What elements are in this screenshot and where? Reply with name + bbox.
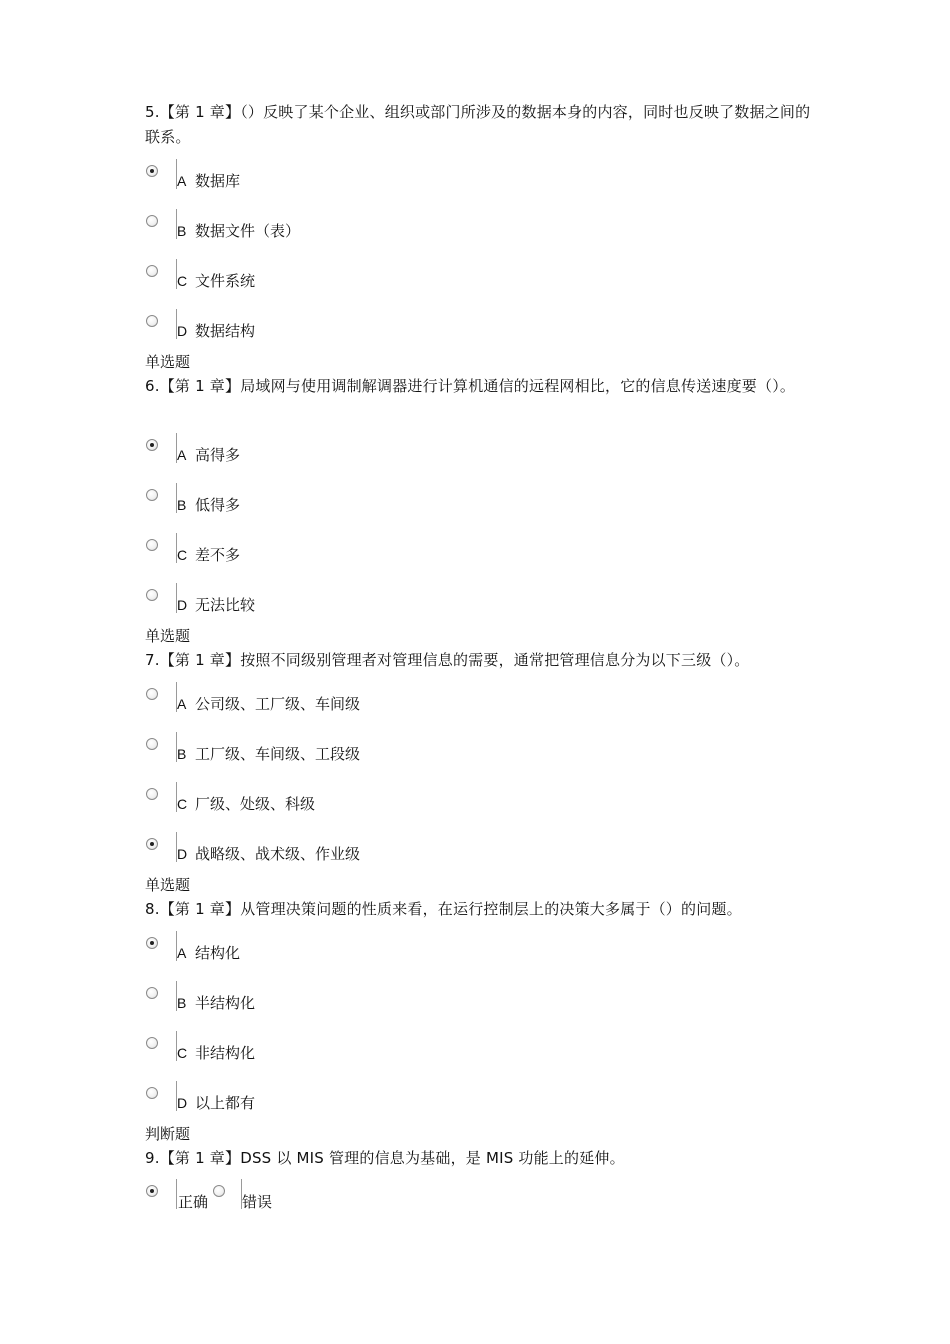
- radio-unselected-icon[interactable]: [146, 987, 158, 999]
- option-text: 战略级、战术级、作业级: [195, 845, 361, 863]
- option-true-text[interactable]: 正确: [178, 1193, 209, 1211]
- question-6-option-b[interactable]: [145, 489, 545, 529]
- question-5-option-c[interactable]: [145, 265, 545, 305]
- option-letter: A: [177, 696, 187, 712]
- radio-unselected-icon[interactable]: [146, 265, 158, 277]
- option-text: 差不多: [195, 546, 241, 564]
- radio-selected-icon[interactable]: [146, 937, 158, 949]
- option-letter: D: [177, 597, 188, 613]
- option-text: 数据文件（表）: [195, 222, 301, 240]
- option-text: 数据库: [195, 172, 241, 190]
- radio-unselected-icon[interactable]: [146, 788, 158, 800]
- option-letter: D: [177, 1095, 188, 1111]
- option-text: 数据结构: [195, 322, 256, 340]
- radio-selected-icon[interactable]: [146, 838, 158, 850]
- question-9-options: [145, 1185, 445, 1225]
- question-7-text: 7.【第 1 章】按照不同级别管理者对管理信息的需要，通常把管理信息分为以下三级（）。: [145, 651, 750, 669]
- option-text: 低得多: [195, 496, 241, 514]
- separator-line: [176, 1179, 177, 1209]
- radio-selected-icon[interactable]: [146, 439, 158, 451]
- question-7-type: 单选题: [145, 627, 191, 645]
- option-letter: B: [177, 497, 187, 513]
- radio-unselected-icon[interactable]: [146, 738, 158, 750]
- option-false-text[interactable]: 错误: [242, 1193, 273, 1211]
- question-6-type: 单选题: [145, 353, 191, 371]
- radio-unselected-icon[interactable]: [146, 315, 158, 327]
- option-text: 公司级、工厂级、车间级: [195, 695, 361, 713]
- option-text: 无法比较: [195, 596, 256, 614]
- option-letter: A: [177, 447, 187, 463]
- option-text: 非结构化: [195, 1044, 256, 1062]
- question-8-text: 8.【第 1 章】从管理决策问题的性质来看，在运行控制层上的决策大多属于（）的问题。: [145, 900, 742, 918]
- question-8-option-c[interactable]: [145, 1037, 545, 1077]
- question-5-option-a[interactable]: [145, 165, 545, 205]
- option-letter: B: [177, 995, 187, 1011]
- option-text: 厂级、处级、科级: [195, 795, 316, 813]
- question-8-option-b[interactable]: [145, 987, 545, 1027]
- option-letter: A: [177, 173, 187, 189]
- radio-unselected-icon[interactable]: [146, 589, 158, 601]
- question-8-option-d[interactable]: [145, 1087, 545, 1127]
- option-text: 工厂级、车间级、工段级: [195, 745, 361, 763]
- radio-selected-icon[interactable]: [146, 165, 158, 177]
- radio-unselected-icon[interactable]: [146, 1037, 158, 1049]
- option-text: 文件系统: [195, 272, 256, 290]
- question-6-option-a[interactable]: [145, 439, 545, 479]
- option-letter: C: [177, 273, 188, 289]
- option-text: 结构化: [195, 944, 241, 962]
- radio-selected-icon[interactable]: [146, 1185, 158, 1197]
- option-letter: C: [177, 1045, 188, 1061]
- question-6-option-d[interactable]: [145, 589, 545, 629]
- question-6-text: 6.【第 1 章】局域网与使用调制解调器进行计算机通信的远程网相比，它的信息传送速度要（）。: [145, 377, 796, 395]
- question-8-type: 单选题: [145, 876, 191, 894]
- radio-unselected-icon[interactable]: [146, 688, 158, 700]
- radio-unselected-icon[interactable]: [146, 1087, 158, 1099]
- option-letter: C: [177, 796, 188, 812]
- question-8-option-a[interactable]: [145, 937, 545, 977]
- option-text: 半结构化: [195, 994, 256, 1012]
- question-9-text: 9.【第 1 章】DSS 以 MIS 管理的信息为基础，是 MIS 功能上的延伸。: [145, 1149, 625, 1167]
- question-9-type: 判断题: [145, 1125, 191, 1143]
- radio-unselected-icon[interactable]: [213, 1185, 225, 1197]
- radio-unselected-icon[interactable]: [146, 539, 158, 551]
- option-letter: B: [177, 746, 187, 762]
- question-5-text: 5.【第 1 章】（）反映了某个企业、组织或部门所涉及的数据本身的内容，同时也反映了数据之间的联系。: [145, 103, 811, 146]
- question-7-option-b[interactable]: [145, 738, 545, 778]
- question-5-option-b[interactable]: [145, 215, 545, 255]
- question-7-option-d[interactable]: [145, 838, 545, 878]
- question-7-option-a[interactable]: [145, 688, 545, 728]
- option-letter: C: [177, 547, 188, 563]
- option-letter: B: [177, 223, 187, 239]
- radio-unselected-icon[interactable]: [146, 215, 158, 227]
- option-letter: D: [177, 323, 188, 339]
- question-7-option-c[interactable]: [145, 788, 545, 828]
- question-6-option-c[interactable]: [145, 539, 545, 579]
- radio-unselected-icon[interactable]: [146, 489, 158, 501]
- option-letter: D: [177, 846, 188, 862]
- question-5-option-d[interactable]: [145, 315, 545, 355]
- option-text: 高得多: [195, 446, 241, 464]
- option-text: 以上都有: [195, 1094, 256, 1112]
- option-letter: A: [177, 945, 187, 961]
